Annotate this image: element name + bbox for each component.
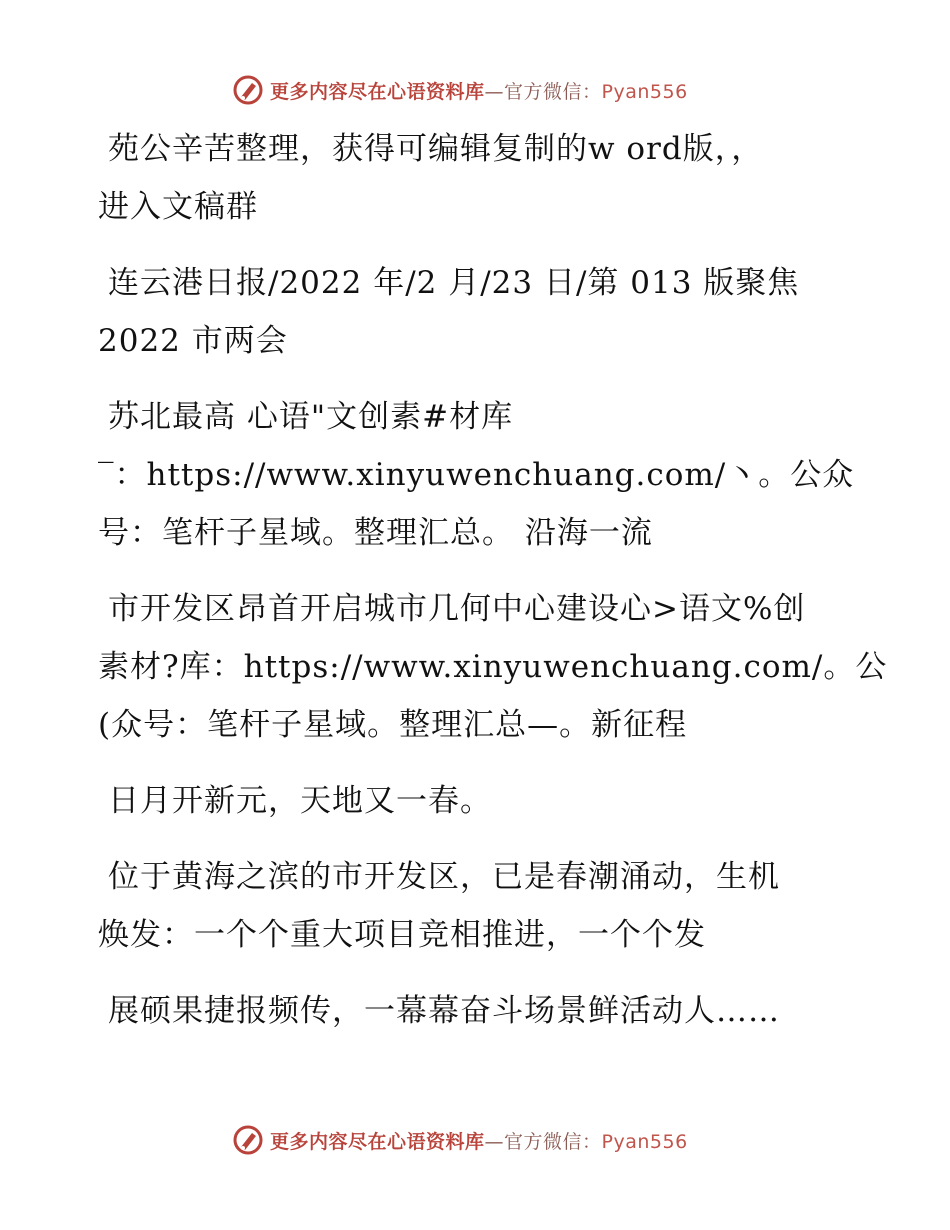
pen-circle-logo-icon	[232, 1124, 264, 1156]
paragraph-3	[98, 388, 858, 562]
paragraph-7	[98, 982, 858, 1040]
paragraph-5	[98, 772, 858, 830]
text-line: 展硕果捷报频传，一幕幕奋斗场景鲜活动人……	[108, 993, 780, 1029]
text-line: 苏北最高 心语"文创素#材库	[108, 399, 514, 435]
document-body	[98, 120, 888, 1058]
watermark-sub: 官方微信：	[504, 1130, 602, 1153]
paragraph-6	[98, 848, 858, 964]
text-line: 进入文稿群	[98, 189, 258, 225]
text-line: (众号：笔杆子星域。整理汇总—。新征程	[98, 707, 688, 743]
watermark-dash: —	[484, 1130, 505, 1153]
watermark-id: Pyan556	[601, 1130, 688, 1153]
text-line: 号：笔杆子星域。整理汇总。 沿海一流	[98, 515, 653, 551]
watermark-sub: 官方微信：	[504, 80, 602, 103]
paragraph-2	[98, 254, 858, 370]
watermark-dash: —	[484, 80, 505, 103]
text-line: ‾：https://www.xinyuwenchuang.com/丶。公众	[98, 457, 855, 493]
text-line: 素材?库：https://www.xinyuwenchuang.com/。公	[98, 649, 888, 685]
watermark-text	[270, 1127, 688, 1154]
text-line: 2022 市两会	[98, 323, 288, 359]
text-line: 市开发区昂首开启城市几何中心建设心>语文%创	[108, 591, 806, 627]
pen-circle-logo-icon	[232, 74, 264, 106]
watermark-main: 更多内容尽在心语资料库	[270, 80, 485, 103]
watermark-main: 更多内容尽在心语资料库	[270, 1130, 485, 1153]
paragraph-1	[98, 120, 858, 236]
watermark-text	[270, 77, 688, 104]
paragraph-4	[98, 580, 888, 754]
watermark-id: Pyan556	[601, 80, 688, 103]
text-line: 日月开新元，天地又一春。	[108, 783, 492, 819]
footer-watermark	[232, 1122, 732, 1158]
text-line: 位于黄海之滨的市开发区，已是春潮涌动，生机	[108, 859, 780, 895]
text-line: 焕发：一个个重大项目竞相推进，一个个发	[98, 917, 706, 953]
header-watermark	[232, 72, 732, 108]
text-line: 苑公辛苦整理，获得可编辑复制的w ord版，，	[108, 131, 764, 167]
text-line: 连云港日报/2022 年/2 月/23 日/第 013 版聚焦	[108, 265, 800, 301]
